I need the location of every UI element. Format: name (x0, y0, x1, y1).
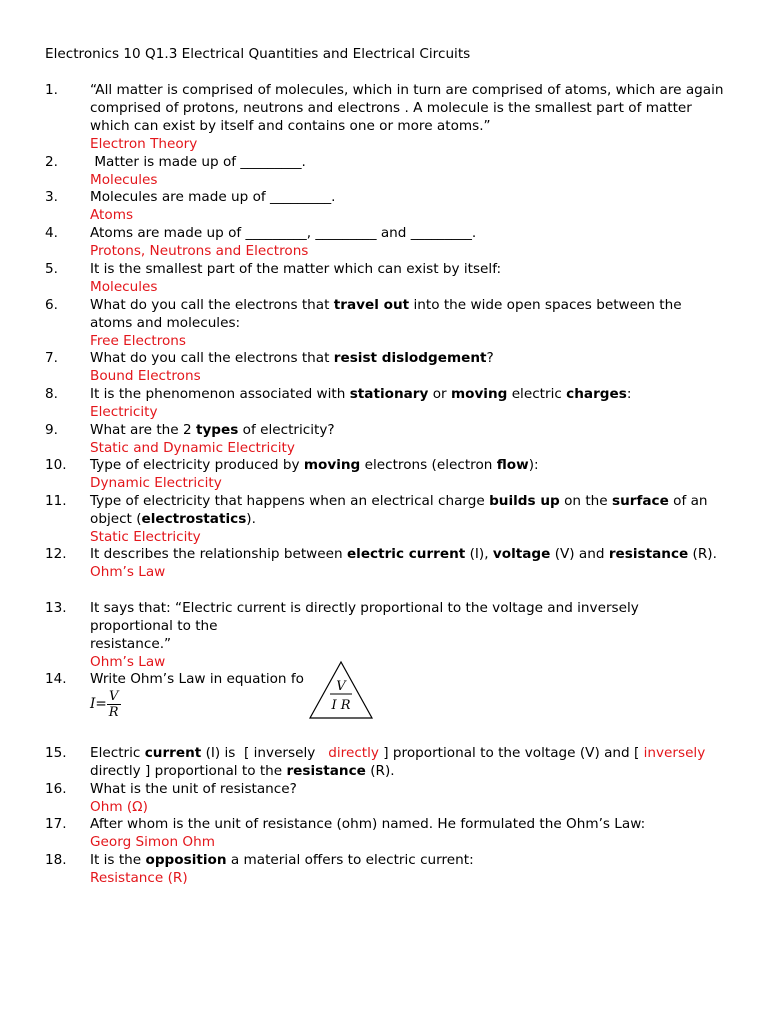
ohms-law-triangle (308, 660, 374, 720)
question-number: 3. (45, 189, 58, 205)
bold-term: types (195, 422, 239, 438)
question-text-line-2: proportional to the (90, 618, 218, 634)
question-number: 5. (45, 261, 58, 277)
question-text: What is the unit of resistance? (90, 781, 297, 797)
fraction-numerator: V (107, 689, 121, 705)
question-text-line-3: resistance.” (90, 636, 172, 652)
bold-term: voltage (492, 546, 551, 562)
answer-text: Bound Electrons (90, 368, 201, 384)
bold-term: stationary (349, 386, 429, 402)
text-run: It is the (90, 852, 146, 868)
bold-term: builds up (489, 493, 560, 509)
question-number: 1. (45, 82, 58, 98)
bold-term: resistance (608, 546, 689, 562)
equation-lhs: I= (90, 696, 107, 712)
answer-choice: inversely (643, 745, 706, 761)
question-13 (45, 599, 725, 671)
text-run: Type of electricity produced by (90, 457, 304, 473)
bold-term: current (144, 745, 202, 761)
question-number: 7. (45, 350, 58, 366)
question-number: 11. (45, 493, 67, 509)
bold-term: moving (303, 457, 361, 473)
triangle-top-label: V (336, 679, 346, 694)
triangle-bottom-label: I R (331, 698, 351, 713)
text-run: on the (559, 493, 612, 509)
question-6 (45, 296, 725, 350)
bold-term: resistance (286, 763, 366, 779)
text-run: (I) is [ inversely (201, 745, 329, 761)
question-number: 2. (45, 154, 58, 170)
question-text (90, 456, 725, 474)
answer-text: Ohm’s Law (90, 564, 166, 580)
question-number: 6. (45, 297, 58, 313)
text-run: Electric (90, 745, 145, 761)
question-number: 18. (45, 852, 67, 868)
answer-text: Atoms (90, 207, 134, 223)
text-run: ? (486, 350, 494, 366)
answer-text: Molecules (90, 279, 158, 295)
question-number: 16. (45, 781, 67, 797)
text-run: (V) and (550, 546, 609, 562)
text-run: or (428, 386, 451, 402)
question-10 (45, 456, 725, 492)
question-number: 12. (45, 546, 67, 562)
question-16 (45, 780, 725, 816)
question-8 (45, 385, 725, 421)
question-text (90, 545, 725, 563)
text-run: ] proportional to the voltage (V) and [ (378, 745, 644, 761)
question-text (90, 744, 725, 780)
question-18 (45, 851, 725, 887)
answer-text: Electron Theory (90, 136, 198, 152)
answer-text: Dynamic Electricity (90, 475, 222, 491)
text-run: (R). (365, 763, 395, 779)
text-run: What do you call the electrons that (90, 297, 334, 313)
bold-term: charges (566, 386, 627, 402)
question-9 (45, 421, 725, 457)
question-text (90, 349, 725, 367)
answer-text: Free Electrons (90, 333, 187, 349)
question-text: After whom is the unit of resistance (ohm) named. He formulated the Ohm’s Law: (90, 816, 646, 832)
text-run: : (626, 386, 632, 402)
question-14 (45, 670, 725, 720)
bold-term: surface (611, 493, 669, 509)
question-text: It is the smallest part of the matter which can exist by itself: (90, 261, 502, 277)
text-run: electrons (electron (360, 457, 497, 473)
question-1 (45, 81, 725, 153)
question-text: Atoms are made up of _________, _________ and _________. (90, 225, 477, 241)
question-text: Write Ohm’s Law in equation fo (90, 671, 304, 687)
question-5 (45, 260, 725, 296)
question-text: “All matter is comprised of molecules, which in turn are comprised of atoms, which are again comprised of protons, neutrons and electrons . A molecule is the smallest part of matter which can exist by itself and contains one or more atoms.” (90, 82, 724, 134)
question-2 (45, 153, 725, 189)
question-text-line-1: It says that: “Electric current is directly proportional to the voltage and inversely (90, 600, 639, 616)
question-15 (45, 744, 725, 780)
text-run: ): (528, 457, 539, 473)
text-run: (I), (465, 546, 493, 562)
bold-term: resist dislodgement (333, 350, 487, 366)
answer-text: Ohm (Ω) (90, 799, 148, 815)
text-run: directly ] proportional to the (90, 763, 287, 779)
text-run: It is the phenomenon associated with (90, 386, 350, 402)
text-run: into the wide open spaces between the atoms and molecules: (90, 297, 682, 331)
question-text (90, 851, 725, 869)
question-text: Molecules are made up of _________. (90, 189, 336, 205)
bold-term: electric current (346, 546, 466, 562)
question-3 (45, 188, 725, 224)
bold-term: travel out (333, 297, 410, 313)
text-run: of electricity? (238, 422, 335, 438)
document-title: Electronics 10 Q1.3 Electrical Quantities and Electrical Circuits (45, 46, 471, 62)
text-run: a material offers to electric current: (226, 852, 474, 868)
question-17 (45, 815, 725, 851)
question-number: 10. (45, 457, 67, 473)
text-run: of an object ( (90, 493, 708, 527)
answer-text: Protons, Neutrons and Electrons (90, 243, 309, 259)
question-12 (45, 545, 725, 581)
bold-term: opposition (145, 852, 227, 868)
answer-text: Electricity (90, 404, 158, 420)
text-run: Type of electricity that happens when an electrical charge (90, 493, 490, 509)
answer-text: Resistance (R) (90, 870, 188, 886)
text-run: ). (246, 511, 256, 527)
question-text: Matter is made up of _________. (90, 154, 306, 170)
question-text (90, 296, 725, 332)
question-number: 14. (45, 671, 67, 687)
text-run: (R). (688, 546, 717, 562)
answer-text: Molecules (90, 172, 158, 188)
bold-term: moving (450, 386, 508, 402)
answer-text: Georg Simon Ohm (90, 834, 215, 850)
text-run: electric (507, 386, 567, 402)
bold-term: flow (496, 457, 529, 473)
equation-fraction (107, 689, 121, 720)
ohms-law-equation (90, 689, 725, 720)
answer-text: Static and Dynamic Electricity (90, 440, 295, 456)
question-number: 4. (45, 225, 58, 241)
bold-term: electrostatics (141, 511, 247, 527)
question-number: 8. (45, 386, 58, 402)
text-run: What are the 2 (90, 422, 196, 438)
answer-text: Static Electricity (90, 529, 201, 545)
text-run: What do you call the electrons that (90, 350, 334, 366)
question-text (90, 492, 725, 528)
question-7 (45, 349, 725, 385)
question-number: 15. (45, 745, 67, 761)
question-number: 9. (45, 422, 58, 438)
text-run: It describes the relationship between (90, 546, 347, 562)
answer-text: Ohm’s Law (90, 654, 166, 670)
fraction-denominator: R (108, 705, 119, 720)
question-text (90, 385, 725, 403)
question-number: 17. (45, 816, 67, 832)
question-number: 13. (45, 600, 67, 616)
question-text (90, 421, 725, 439)
question-11 (45, 492, 725, 546)
answer-choice: directly (328, 745, 379, 761)
question-4 (45, 224, 725, 260)
